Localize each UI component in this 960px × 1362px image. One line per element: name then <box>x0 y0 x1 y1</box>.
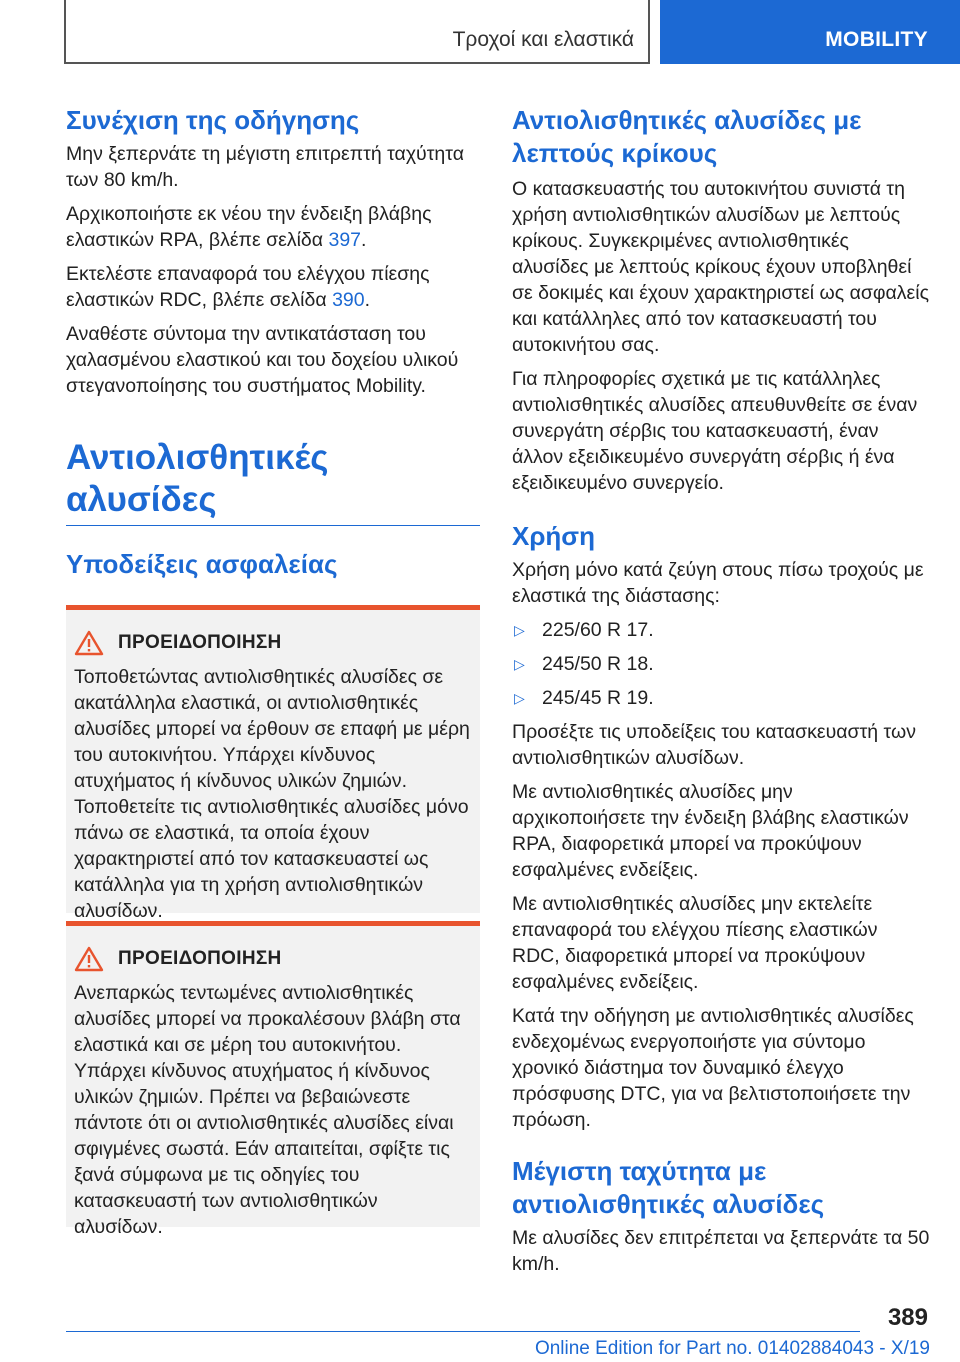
page-link-390[interactable]: 390 <box>332 289 365 311</box>
paragraph <box>66 201 480 253</box>
paragraph: Προσέξτε τις υποδείξεις του κατασκευαστή των αντιολισθητικών αλυσίδων. <box>512 721 916 769</box>
bullet-triangle-icon: ▷ <box>514 656 525 672</box>
paragraph: Κατά την οδήγηση με αντιολισθητικές αλυσίδες ενδεχομένως ενεργοποιήστε για σύντομο χρονικό διάστημα τον δυναμικό έλεγχο πρόσφυσης DTC, για να βελτιστοποιήσετε την πρόωση. <box>512 1005 914 1131</box>
page-link-397[interactable]: 397 <box>328 229 362 251</box>
heading-snow-chains: Αντιολισθητικές αλυσίδες <box>66 438 329 519</box>
list-item <box>512 617 930 643</box>
page-number: 389 <box>887 1304 928 1331</box>
edition-info: Online Edition for Part no. 01402884043 - X/19 <box>534 1338 930 1359</box>
paragraph: Με αλυσίδες δεν επιτρέπεται να ξεπερνάτε τα 50 km/h. <box>512 1227 930 1275</box>
section-tab-label: MOBILITY <box>825 28 928 51</box>
warning-box-2 <box>66 921 480 1238</box>
warning-header <box>74 630 470 656</box>
heading-usage: Χρήση <box>512 521 595 551</box>
paragraph: Αναθέστε σύντομα την αντικατάσταση του χαλασμένου ελαστικού και του δοχείου υλικού στεγανοποίησης του συστήματος Mobility. <box>66 323 459 397</box>
section-tab[interactable] <box>660 0 960 64</box>
right-column <box>512 100 930 1277</box>
text: Αρχικοποιήστε εκ νέου την ένδειξη βλάβης ελαστικών RPA, βλέπε σελίδα <box>66 203 432 251</box>
paragraph: Χρήση μόνο κατά ζεύγη στους πίσω τροχούς με ελαστικά της διάστασης: <box>512 559 924 607</box>
warning-title: ΠΡΟΕΙΔΟΠΟΙΗΣΗ <box>118 632 282 653</box>
paragraph: Μην ξεπερνάτε τη μέγιστη επιτρεπτή ταχύτητα των 80 km/h. <box>66 143 464 191</box>
paragraph: Ο κατασκευαστής του αυτοκινήτου συνιστά τη χρήση αντιολισθητικών αλυσίδων με λεπτούς κρίκους. Συγκεκριμένες αντιολισθητικές αλυσίδες με λεπτούς κρίκους έχουν υποβληθεί σε δοκιμές και έχουν χαρακτηριστεί ως ασφαλείς και κατάλληλες από τον κατασκευαστή του αυτοκινήτου σας. <box>512 178 929 356</box>
paragraph <box>66 261 480 313</box>
tyre-size-list <box>512 617 930 711</box>
chapter-title: Τροχοί και ελαστικά <box>452 28 634 51</box>
tyre-size: 245/45 R 19. <box>542 687 654 709</box>
tyre-size: 245/50 R 18. <box>542 653 654 675</box>
heading-safety-notes: Υποδείξεις ασφαλείας <box>66 549 338 579</box>
text: . <box>364 289 371 311</box>
section-heading-rule <box>66 437 480 526</box>
list-item <box>512 685 930 711</box>
left-column <box>66 100 480 1238</box>
text: . <box>361 229 367 251</box>
header-chapter-box <box>64 0 650 64</box>
text: Εκτελέστε επαναφορά του ελέγχου πίεσης ελαστικών RDC, βλέπε σελίδα <box>66 263 430 311</box>
warning-triangle-icon <box>74 946 104 972</box>
footer-rule <box>66 1331 860 1332</box>
warning-text: Τοποθετώντας αντιολισθητικές αλυσίδες σε ακατάλληλα ελαστικά, οι αντιολισθητικές αλυσίδες μπορεί να έρθουν σε επαφή με μέρη του αυτοκινήτου. Υπάρχει κίνδυνος ατυχήματος ή κίνδυνος υλικών ζημιών. Τοποθετείτε τις αντιολισθητικές αλυσίδες μόνο πάνω σε ελαστικά, τα οποία έχουν χαρακτηριστεί από τον κατασκευαστεί ως κατάλληλα για τη χρήση αντιολισθητικών αλυσίδων. <box>74 666 470 922</box>
warning-triangle-icon <box>74 630 104 656</box>
paragraph: Με αντιολισθητικές αλυσίδες μην αρχικοποιήσετε την ένδειξη βλάβης ελαστικών RPA, διαφορετικά μπορεί να προκύψουν εσφαλμένες ενδείξεις. <box>512 781 909 881</box>
warning-text: Ανεπαρκώς τεντωμένες αντιολισθητικές αλυσίδες μπορεί να προκαλέσουν βλάβη στα ελαστικά και σε μέρη του αυτοκινήτου. Υπάρχει κίνδυνος ατυχήματος ή κίνδυνος υλικών ζημιών. Πρέπει να βεβαιώνεστε πάντοτε ότι οι αντιολισθητικές αλυσίδες είναι σφιγμένες σωστά. Εάν απαιτείται, σφίξτε τις ξανά σύμφωνα με τις οδηγίες του κατασκευαστή των αντιολισθητικών αλυσίδων. <box>74 982 461 1238</box>
heading-fine-link-chains: Αντιολισθητικές αλυσίδες με λεπτούς κρίκους <box>512 105 862 168</box>
paragraph: Με αντιολισθητικές αλυσίδες μην εκτελείτε επαναφορά του ελέγχου πίεσης ελαστικών RDC, διαφορετικά μπορεί να προκύψουν εσφαλμένες ενδείξεις. <box>512 893 878 993</box>
warning-box-1 <box>66 605 480 922</box>
tyre-size: 225/60 R 17. <box>542 619 654 641</box>
warning-header <box>74 946 470 972</box>
heading-continue-driving: Συνέχιση της οδήγησης <box>66 105 360 135</box>
paragraph: Για πληροφορίες σχετικά με τις κατάλληλες αντιολισθητικές αλυσίδες απευθυνθείτε σε έναν συνεργάτη σέρβις του κατασκευαστή, έναν άλλον εξειδικευμένο συνεργάτη σέρβις ή ένα εξειδικευμένο συνεργείο. <box>512 368 918 494</box>
heading-max-speed: Μέγιστη ταχύτητα με αντιολισθητικές αλυσίδες <box>512 1156 825 1219</box>
bullet-triangle-icon: ▷ <box>514 622 525 638</box>
list-item <box>512 651 930 677</box>
warning-title: ΠΡΟΕΙΔΟΠΟΙΗΣΗ <box>118 948 282 969</box>
bullet-triangle-icon: ▷ <box>514 690 525 706</box>
